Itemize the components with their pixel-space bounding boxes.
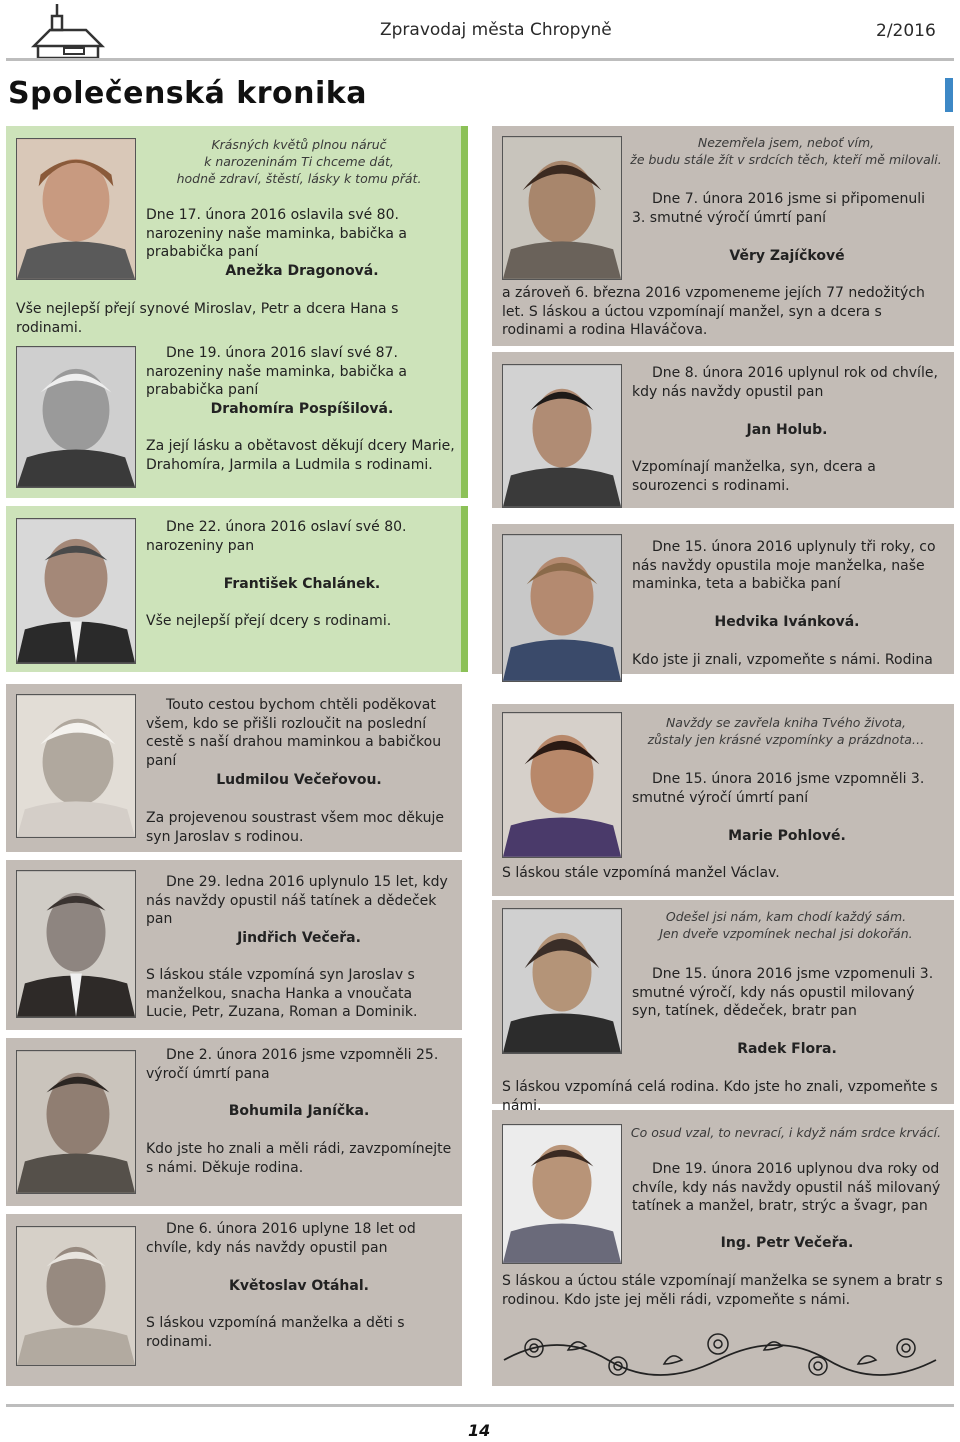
portrait-photo bbox=[502, 1124, 622, 1264]
newsletter-title: Zpravodaj města Chropyně bbox=[380, 20, 612, 40]
greeting-text: Za její lásku a obětavost děkují dcery Marie, Drahomíra, Jarmila a Ludmila s rodinami. bbox=[146, 438, 455, 473]
remembrance-text: S láskou stále vzpomíná syn Jaroslav s manželkou, snacha Hanka a vnoučata Lucie, Petr, Zuzana, Roman a Dominik. bbox=[146, 967, 418, 1020]
announcement-text: Dne 19. února 2016 slaví své 87. narozeniny naše maminka, babička a prababička paní bbox=[146, 345, 407, 398]
portrait-photo bbox=[16, 694, 136, 838]
remembrance-text: Kdo jste ji znali, vzpomeňte s námi. Rodina bbox=[632, 652, 933, 668]
announcement-text: Dne 15. února 2016 jsme vzpomněli 3. smutné výročí úmrtí paní bbox=[632, 771, 925, 806]
person-name: Drahomíra Pospíšilová. bbox=[210, 401, 394, 417]
thanks-text: Za projevenou soustrast všem moc děkuje syn Jaroslav s rodinou. bbox=[146, 810, 444, 845]
portrait-photo bbox=[16, 1050, 136, 1194]
person-name: Jan Holub. bbox=[746, 422, 828, 438]
header-divider bbox=[6, 58, 954, 61]
remembrance-text: S láskou stále vzpomíná manžel Václav. bbox=[502, 865, 780, 881]
person-name: Anežka Dragonová. bbox=[225, 263, 379, 279]
verse: Nezemřela jsem, neboť vím, že budu stále žít v srdcích těch, kteří mě milovali. bbox=[630, 135, 942, 167]
portrait-photo bbox=[16, 518, 136, 664]
announcement-text: Dne 6. února 2016 uplyne 18 let od chvíle, kdy nás navždy opustil pan bbox=[146, 1221, 416, 1256]
remembrance-text: S láskou vzpomíná celá rodina. Kdo jste ho znali, vzpomeňte s námi. bbox=[502, 1079, 938, 1114]
portrait-photo bbox=[16, 346, 136, 488]
verse: Odešel jsi nám, kam chodí každý sám. Jen dveře vzpomínek nechal jsi dokořán. bbox=[659, 909, 913, 941]
portrait-photo bbox=[502, 136, 622, 280]
town-logo-icon bbox=[30, 2, 106, 60]
announcement-text: Dne 17. února 2016 oslavila své 80. narozeniny naše maminka, babička a prababička paní bbox=[146, 207, 407, 260]
section-marker bbox=[945, 78, 953, 112]
verse: Krásných květů plnou náruč k narozeninám Ti chceme dát, hodně zdraví, štěstí, lásky k tomu přát. bbox=[176, 137, 422, 186]
green-accent-bar bbox=[461, 506, 468, 672]
portrait-photo bbox=[16, 138, 136, 280]
issue-number: 2/2016 bbox=[876, 21, 936, 41]
announcement-text: Touto cestou bychom chtěli poděkovat všem, kdo se přišli rozloučit na poslední cestě s naší drahou maminkou a babičkou paní bbox=[146, 697, 442, 769]
announcement-text: Dne 29. ledna 2016 uplynulo 15 let, kdy nás navždy opustil náš tatínek a dědeček pan bbox=[146, 874, 448, 927]
person-name: František Chalánek. bbox=[223, 576, 381, 592]
announcement-text: Dne 19. února 2016 uplynou dva roky od chvíle, kdy nás navždy opustil náš milovaný tatínek a manžel, bratr, strýc a švagr, pan bbox=[632, 1161, 941, 1214]
portrait-photo bbox=[502, 908, 622, 1054]
portrait-photo bbox=[16, 1226, 136, 1366]
remembrance-text: a zároveň 6. března 2016 vzpomeneme jejích 77 nedožitých let. S láskou a úctou vzpomínají manžel, syn a dcera s rodinami a rodina Hlaváčova. bbox=[502, 285, 925, 338]
remembrance-text: S láskou vzpomíná manželka a děti s rodinami. bbox=[146, 1315, 405, 1350]
announcement-text: Dne 15. února 2016 uplynuly tři roky, co nás navždy opustila moje manželka, naše maminka, teta a babička paní bbox=[632, 539, 936, 592]
verse: Co osud vzal, to nevrací, i když nám srdce krvácí. bbox=[630, 1125, 942, 1140]
person-name: Jindřich Večeřa. bbox=[237, 930, 361, 946]
announcement-text: Dne 8. února 2016 uplynul rok od chvíle, kdy nás navždy opustil pan bbox=[632, 365, 938, 400]
person-name: Bohumila Janíčka. bbox=[228, 1103, 370, 1119]
portrait-photo bbox=[16, 870, 136, 1018]
portrait-photo bbox=[502, 712, 622, 858]
portrait-photo bbox=[502, 534, 622, 682]
green-accent-bar bbox=[461, 126, 468, 498]
remembrance-text: Vzpomínají manželka, syn, dcera a sourozenci s rodinami. bbox=[632, 459, 876, 494]
page-number: 14 bbox=[468, 1421, 491, 1440]
person-name: Věry Zajíčkové bbox=[729, 248, 845, 264]
greeting-text: Vše nejlepší přejí synové Miroslav, Petr a dcera Hana s rodinami. bbox=[16, 301, 399, 336]
person-name: Radek Flora. bbox=[737, 1041, 837, 1057]
person-name: Ludmilou Večeřovou. bbox=[216, 772, 382, 788]
greeting-text: Vše nejlepší přejí dcery s rodinami. bbox=[146, 613, 392, 629]
person-name: Marie Pohlové. bbox=[728, 828, 846, 844]
floral-ornament-icon bbox=[498, 1320, 942, 1382]
announcement-text: Dne 22. února 2016 oslaví své 80. narozeniny pan bbox=[146, 519, 407, 554]
announcement-text: Dne 7. února 2016 jsme si připomenuli 3. smutné výročí úmrtí paní bbox=[632, 191, 925, 226]
remembrance-text: S láskou a úctou stále vzpomínají manželka se synem a bratr s rodinou. Kdo jste jej měli rádi, vzpomeňte s námi. bbox=[502, 1273, 943, 1308]
footer-divider bbox=[6, 1404, 954, 1407]
person-name: Ing. Petr Večeřa. bbox=[720, 1235, 854, 1251]
person-name: Hedvika Ivánková. bbox=[714, 614, 860, 630]
announcement-text: Dne 15. února 2016 jsme vzpomenuli 3. smutné výročí, kdy nás opustil milovaný syn, tatínek, dědeček, bratr pan bbox=[632, 966, 934, 1019]
remembrance-text: Kdo jste ho znali a měli rádi, zavzpomínejte s námi. Děkuje rodina. bbox=[146, 1141, 452, 1176]
verse: Navždy se zavřela kniha Tvého života, zůstaly jen krásné vzpomínky a prázdnota… bbox=[647, 715, 925, 747]
announcement-text: Dne 2. února 2016 jsme vzpomněli 25. výročí úmrtí pana bbox=[146, 1047, 439, 1082]
page-title: Společenská kronika bbox=[8, 76, 367, 111]
portrait-photo bbox=[502, 364, 622, 508]
person-name: Květoslav Otáhal. bbox=[229, 1278, 369, 1294]
